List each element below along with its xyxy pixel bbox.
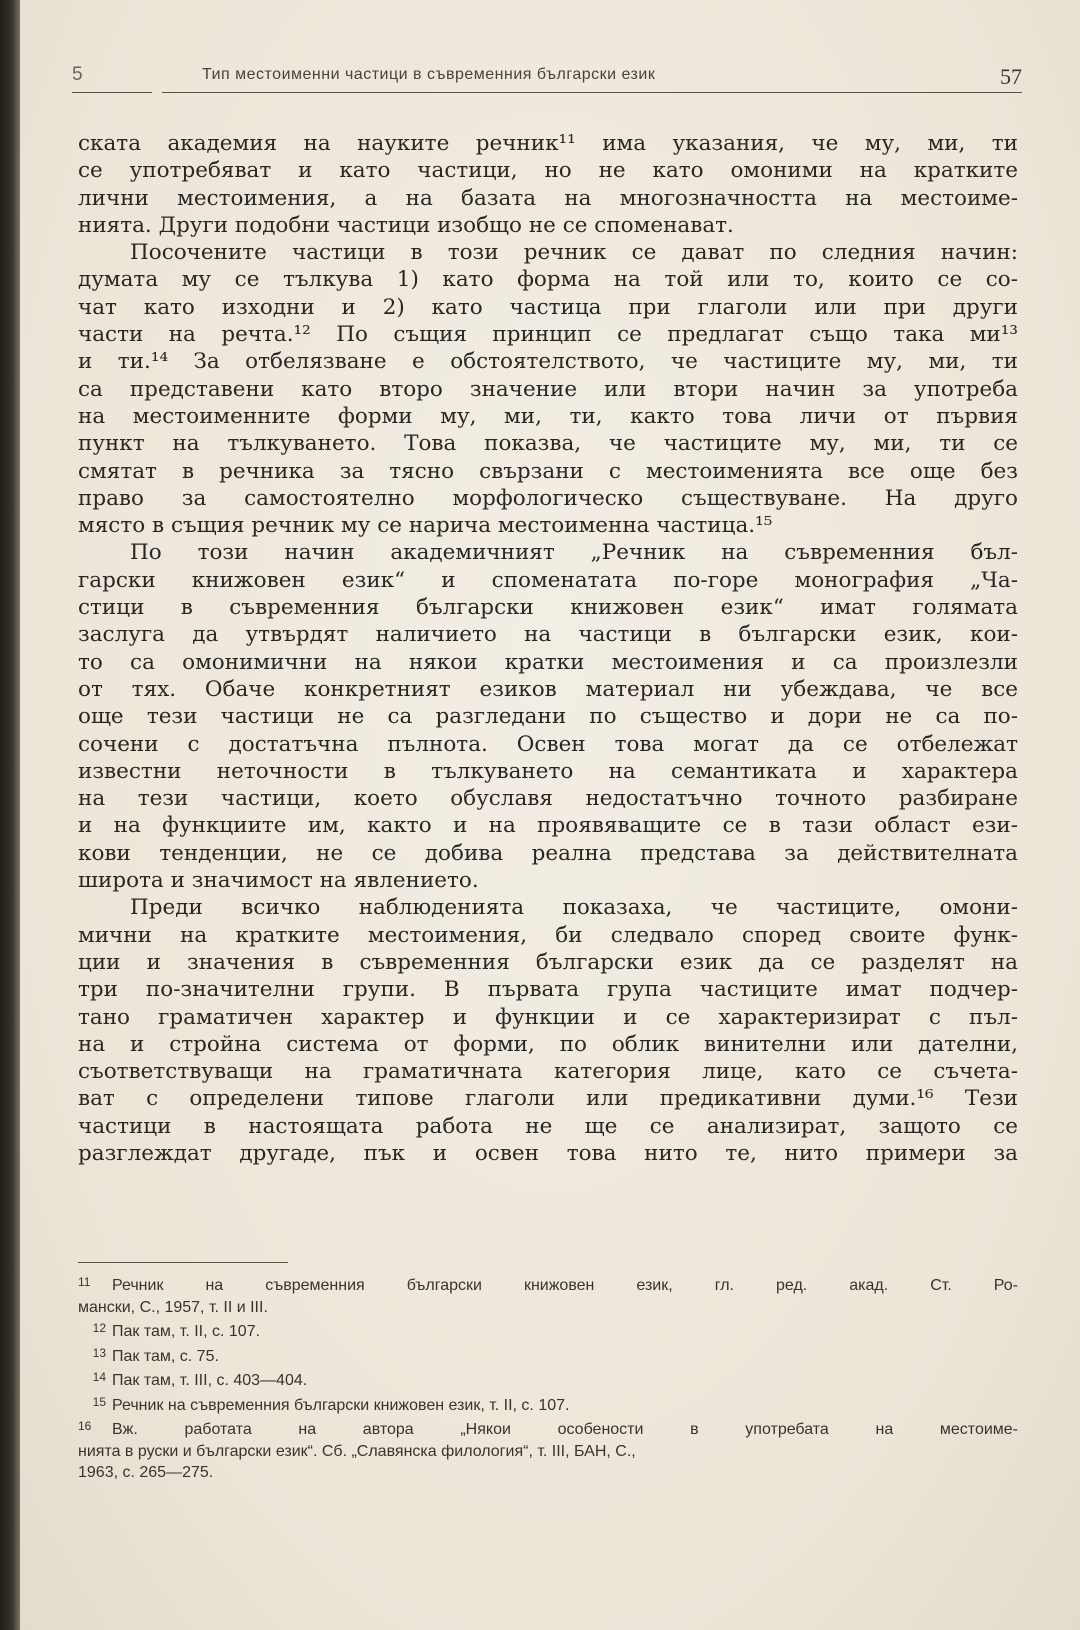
header-left-number: 5: [72, 64, 83, 85]
footnotes: [78, 1272, 1018, 1484]
text-line: думата му се тълкува 1) като форма на той или то, които се со-: [78, 267, 1018, 293]
text-line: ската академия на науките речник¹¹ има указания, че му, ми, ти: [78, 131, 1018, 156]
footnote-number: 13: [92, 1345, 106, 1360]
footnote-continuation: нията в руски и български език“. Сб. „Славянска филология“, т. III, БАН, С.,: [78, 1442, 636, 1460]
text-line: мични на кратките местоимения, би следвало според своите функ-: [78, 922, 1018, 948]
text-line: още тези частици не са разгледани по същество и дори не са по-: [78, 704, 1018, 730]
text-line: частици в настоящата работа не ще се анализират, защото се: [78, 1113, 1018, 1139]
footnote: [78, 1318, 1018, 1343]
text-line: място в същия речник му се нарича местоименна частица.¹⁵: [78, 513, 773, 539]
text-line: ват с определени типове глаголи или предикативни думи.¹⁶ Тези: [78, 1086, 1018, 1112]
text-line: то са омонимични на някои кратки местоимения и са произлезли: [78, 649, 1018, 675]
footnote-text: Пак там, с. 75.: [112, 1347, 219, 1365]
footnote-number: 16: [78, 1419, 92, 1433]
text-line: кови тенденции, не се добива реална представа за действителната: [78, 840, 1018, 866]
text-line: от тях. Обаче конкретният езиков материал ни убеждава, че все: [78, 676, 1018, 702]
footnote: [78, 1367, 1018, 1392]
running-title: Тип местоименни частици в съвременния български език: [202, 66, 656, 83]
page-number: 57: [1000, 64, 1022, 89]
header-rule: [162, 92, 1022, 93]
text-line: на тези частици, което обуславя недостатъчно точното разбиране: [78, 786, 1018, 812]
footnote: [78, 1416, 1018, 1441]
text-line: известни неточности в тълкуването на семантиката и характера: [78, 758, 1018, 784]
text-line: се употребяват и като частици, но не като омоними на кратките: [78, 158, 1018, 184]
footnote-number: 14: [92, 1370, 106, 1384]
text-line: и ти.¹⁴ За отбелязване е обстоятелството, че частиците му, ми, ти: [78, 349, 1018, 375]
header-rule-short: [72, 92, 152, 93]
text-line: и на функциите им, както и на проявяващите се в тази област ези-: [78, 813, 1018, 839]
text-line: три по-значителни групи. В първата група частиците имат подчер-: [78, 977, 1018, 1003]
text-line: тано граматичен характер и функции и се характеризират с пъл-: [78, 1004, 1018, 1030]
text-line: право за самостоятелно морфологическо съществуване. На друго: [78, 485, 1018, 511]
text-line: са представени като второ значение или втори начин за употреба: [78, 376, 1018, 402]
text-line: стици в съвременния български книжовен език“ имат голямата: [78, 595, 1018, 621]
footnote-text: Вж. работата на автора „Някои особености в употребата на местоиме-: [112, 1421, 1018, 1438]
footnote-text: Речник на съвременния български книжовен език, т. II, с. 107.: [112, 1396, 570, 1414]
footnote-rule: [78, 1262, 288, 1263]
text-line: нията. Други подобни частици изобщо не се споменават.: [78, 212, 734, 238]
footnote-continuation: 1963, с. 265—275.: [78, 1464, 214, 1481]
footnote-number: 12: [92, 1321, 106, 1335]
text-line: гарски книжовен език“ и споменатата по-горе монография „Ча-: [78, 567, 1018, 593]
text-line: заслуга да утвърдят наличието на частици в български език, кои-: [78, 622, 1018, 648]
text-line: на и стройна система от форми, по облик винителни или дателни,: [78, 1031, 1018, 1057]
text-line: чат като изходни и 2) като частица при глаголи или при други: [78, 294, 1018, 320]
text-line: части на речта.¹² По същия принцип се предлагат също така ми¹³: [78, 322, 1018, 348]
footnote: [78, 1392, 1018, 1417]
footnote-text: Речник на съвременния български книжовен език, гл. ред. акад. Ст. Ро-: [112, 1277, 1018, 1294]
book-binding-edge: [0, 0, 20, 1630]
footnote-text: Пак там, т. II, с. 107.: [112, 1323, 261, 1340]
footnote-continuation: мански, С., 1957, т. II и III.: [78, 1298, 268, 1316]
paragraph-start: Преди всичко наблюденията показаха, че частиците, омони-: [130, 895, 1018, 921]
text-line: пункт на тълкуването. Това показва, че частиците му, ми, ти се: [78, 431, 1018, 457]
footnote-number: 11: [78, 1275, 91, 1289]
text-line: разглеждат другаде, пък и освен това нито те, нито примери за: [78, 1140, 1018, 1166]
paragraph-start: Посочените частици в този речник се дават по следния начин:: [130, 240, 1018, 266]
footnote: [78, 1272, 1018, 1297]
text-line: лични местоимения, а на базата на многозначността на местоиме-: [78, 185, 1018, 211]
footnote-text: Пак там, т. III, с. 403—404.: [112, 1372, 308, 1389]
text-line: смятат в речника за тясно свързани с местоименията все още без: [78, 458, 1018, 484]
text-line: на местоименните форми му, ми, ти, както това личи от първия: [78, 403, 1018, 429]
footnote: [78, 1343, 1018, 1368]
text-line: сочени с достатъчна пълнота. Освен това могат да се отбележат: [78, 731, 1018, 757]
text-line: ции и значения в съвременния български език да се разделят на: [78, 949, 1018, 975]
text-line: широта и значимост на явлението.: [78, 868, 479, 894]
text-line: съответствуващи на граматичната категория лице, като се съчета-: [78, 1059, 1018, 1085]
running-header: [72, 64, 1022, 94]
footnote-number: 15: [92, 1394, 106, 1409]
paragraph-start: По този начин академичният „Речник на съвременния бъл-: [130, 540, 1018, 566]
body-text: [78, 130, 1018, 1167]
